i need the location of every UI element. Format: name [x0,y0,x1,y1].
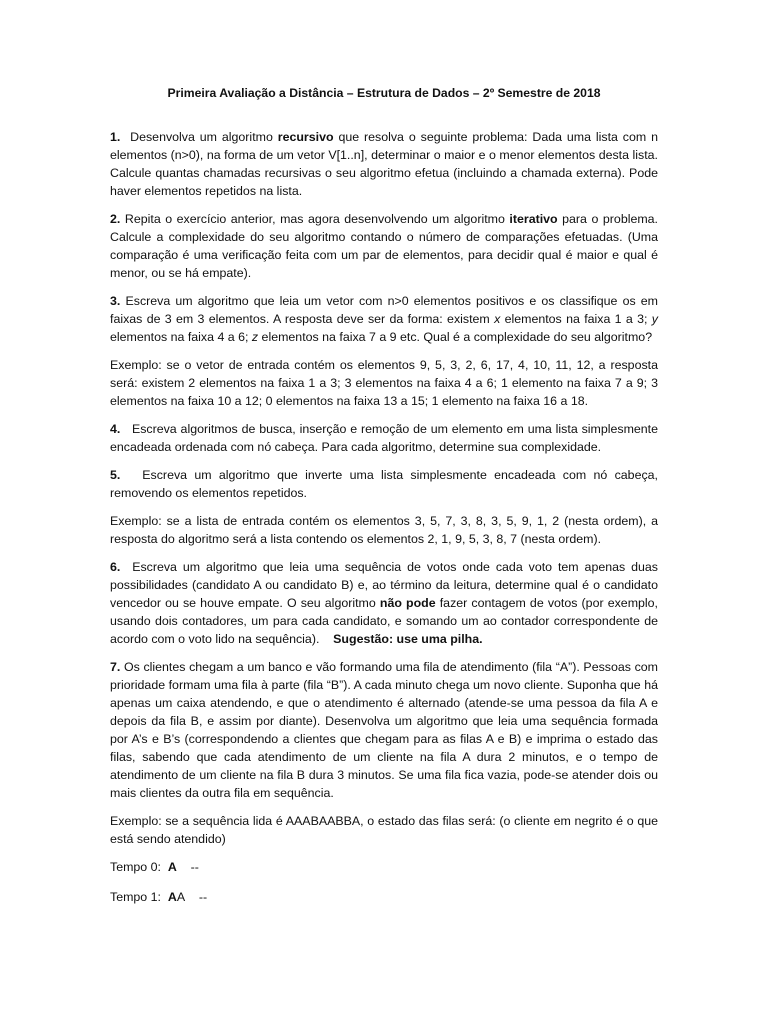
question-number: 2. [110,212,121,226]
question-text: Os clientes chegam a um banco e vão formando uma fila de atendimento (fila “A”). Pessoas com prioridade formam uma fila à parte (fila “B”). A cada minuto chega um novo cliente. Suponha que há apenas um caixa atendendo, e que o atendimento é alternado (atende-se uma pessoa da fila A e depois da fila B, e assim por diante). Desenvolva um algoritmo que leia uma sequência formada por A’s e B’s (correspondendo a clientes que chegam para as filas A e B) e imprima o estado das filas, sabendo que cada atendimento de um cliente na fila A dura 2 minutos, e o tempo de atendimento de um cliente na fila B dura 3 minutos. Se uma fila fica vazia, pode-se atender dois ou mais clientes da outra fila em sequência. [110,660,658,800]
tempo-label: Tempo 0: [110,860,161,874]
tempo-label: Tempo 1: [110,890,161,904]
question-number: 1. [110,130,121,144]
queue-a-state: A [167,860,177,874]
variable: z [251,330,259,344]
tempo-0-line [110,858,658,876]
question-2 [110,210,658,282]
question-text: Escreva um algoritmo que leia um vetor com n>0 elementos positivos e os classifique os em faixas de 3 em 3 elementos. A resposta deve ser da forma: existem [110,294,658,326]
tempo-1-line [110,888,658,906]
question-number: 6. [110,560,121,574]
question-text: para o problema. Calcule a complexidade do seu algoritmo contando o número de comparações efetuadas. (Uma comparação é uma verificação feita com um par de elementos, para decidir qual é maior e qual é menor, ou se há empate). [110,212,659,280]
question-6 [110,558,658,648]
variable: x [494,312,501,326]
question-text: Desenvolva um algoritmo [130,130,278,144]
question-text: fazer contagem de votos (por exemplo, usando dois contadores, um para cada candidato, e somando um ao contador correspondente de acordo com o voto lido na sequência). [110,596,658,646]
queue-b-state: -- [198,890,208,904]
question-7 [110,658,658,802]
question-number: 3. [110,294,121,308]
queue-a-state [168,890,185,904]
question-text: elementos na faixa 7 a 9 etc. Qual é a complexidade do seu algoritmo? [258,330,653,344]
question-number: 4. [110,422,121,436]
question-text: Escreva algoritmos de busca, inserção e remoção de um elemento em uma lista simplesmente encadeada ordenada com nó cabeça. Para cada algoritmo, determine sua complexidade. [110,422,659,454]
question-text: Escreva um algoritmo que inverte uma lista simplesmente encadeada com nó cabeça, removendo os elementos repetidos. [110,468,658,500]
queue-b-state: -- [190,860,199,874]
question-5 [110,466,658,502]
question-text: que resolva o seguinte problema: Dada uma lista com n elementos (n>0), na forma de um vetor V[1..n], determinar o maior e o menor elementos desta lista. Calcule quantas chamadas recursivas o seu algoritmo efetua (incluindo a chamada externa). Pode haver elementos repetidos na lista. [110,130,659,198]
example-7: Exemplo: se a sequência lida é AAABAABBA, o estado das filas será: (o cliente em negrito é o que está sendo atendido) [110,814,658,846]
question-text: elementos na faixa 4 a 6; [110,330,252,344]
variable: y [651,312,658,326]
example-5: Exemplo: se a lista de entrada contém os elementos 3, 5, 7, 3, 8, 3, 5, 9, 1, 2 (nesta ordem), a resposta do algoritmo será a lista contendo os elementos 2, 1, 9, 5, 3, 8, 7 (nesta ordem). [110,514,658,546]
question-number: 7. [110,660,121,674]
question-text: elementos na faixa 1 a 3; [500,312,652,326]
queue-a-waiting: A [176,890,186,904]
question-text: Escreva um algoritmo que leia uma sequência de votos onde cada voto tem apenas duas possibilidades (candidato A ou candidato B) e, ao término da leitura, determine qual é o candidato vencedor ou se houve empate. O seu algoritmo [110,560,658,610]
emphasis: iterativo [509,212,558,226]
question-text: Repita o exercício anterior, mas agora desenvolvendo um algoritmo [124,212,510,226]
suggestion: Sugestão: use uma pilha. [333,632,483,646]
question-1 [110,128,658,200]
example-3: Exemplo: se o vetor de entrada contém os elementos 9, 5, 3, 2, 6, 17, 4, 10, 11, 12, a resposta será: existem 2 elementos na faixa 1 a 3; 3 elementos na faixa 4 a 6; 1 elemento na faixa 7 a 9; 3 elementos na faixa 10 a 12; 0 elementos na faixa 13 a 15; 1 elemento na faixa 16 a 18. [110,358,658,408]
question-3 [110,292,658,346]
emphasis: não pode [379,596,436,610]
document-title: Primeira Avaliação a Distância – Estrutura de Dados – 2º Semestre de 2018 [167,86,601,100]
question-4 [110,420,658,456]
queue-a-serving: A [167,890,177,904]
question-number: 5. [110,468,121,482]
emphasis: recursivo [277,130,334,144]
